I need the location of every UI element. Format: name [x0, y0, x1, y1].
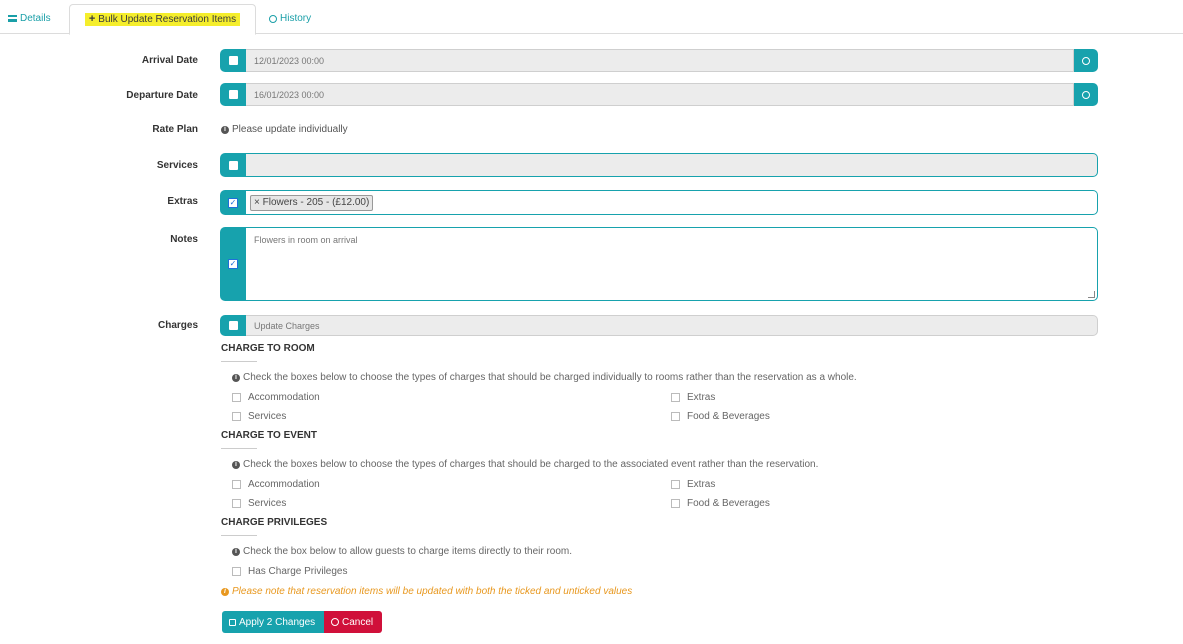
event-services-option[interactable]	[232, 498, 286, 509]
room-extras-option[interactable]	[671, 392, 715, 403]
warning-text: Please note that reservation items will be updated with both the ticked and unticked values	[232, 586, 633, 597]
services-label: Services	[156, 160, 198, 171]
notes-group	[220, 227, 1098, 301]
checkbox-icon	[229, 321, 238, 330]
charge-privileges-title: CHARGE PRIVILEGES	[221, 517, 328, 528]
extras-label: Extras	[167, 196, 198, 207]
tab-history-label: History	[280, 12, 312, 24]
notes-textarea[interactable]	[246, 227, 1098, 301]
tab-history[interactable]	[269, 5, 311, 32]
save-icon	[229, 619, 236, 626]
clock-icon	[1082, 57, 1090, 65]
checkbox-icon[interactable]	[232, 567, 241, 576]
divider	[221, 535, 257, 536]
checkbox-icon[interactable]	[671, 499, 680, 508]
departure-date-toggle[interactable]	[220, 83, 246, 106]
notes-toggle[interactable]	[220, 227, 246, 301]
arrival-date-label: Arrival Date	[141, 55, 198, 66]
event-extras-option[interactable]	[671, 479, 715, 490]
checkbox-icon[interactable]	[232, 412, 241, 421]
info-icon: i	[232, 461, 240, 469]
tab-bulk-update-label: Bulk Update Reservation Items	[98, 14, 237, 25]
cancel-label: Cancel	[342, 616, 374, 628]
rate-plan-note-text: Please update individually	[232, 124, 348, 135]
apply-changes-button[interactable]	[222, 611, 324, 633]
rate-plan-label: Rate Plan	[152, 124, 198, 135]
checkbox-icon[interactable]	[671, 393, 680, 402]
has-charge-privileges-option[interactable]	[232, 566, 348, 577]
checkbox-icon[interactable]	[671, 412, 680, 421]
option-label: Food & Beverages	[687, 411, 770, 422]
resize-handle-icon[interactable]	[1088, 291, 1095, 298]
charge-to-room-title: CHARGE TO ROOM	[221, 343, 315, 354]
charge-to-event-info-text: Check the boxes below to choose the types of charges that should be charged to the associated event rather than the reservation.	[243, 459, 819, 470]
notes-label: Notes	[170, 234, 198, 245]
option-label: Extras	[687, 479, 716, 490]
charges-toggle[interactable]	[220, 315, 246, 336]
info-icon: i	[221, 126, 229, 134]
apply-label: Apply 2 Changes	[239, 616, 316, 628]
clock-icon	[1082, 91, 1090, 99]
option-label: Accommodation	[248, 392, 320, 403]
checkbox-checked-icon: ✓	[229, 197, 237, 207]
notes-text: Flowers in room on arrival	[254, 235, 358, 245]
departure-date-picker-button[interactable]	[1074, 83, 1098, 106]
plus-icon: +	[88, 13, 96, 25]
divider	[221, 448, 257, 449]
room-services-option[interactable]	[232, 411, 286, 422]
charges-group	[220, 315, 1098, 336]
charge-to-event-info	[232, 459, 818, 470]
services-toggle[interactable]	[220, 153, 246, 177]
services-input[interactable]	[246, 153, 1098, 177]
checkbox-icon	[229, 90, 238, 99]
arrival-date-picker-button[interactable]	[1074, 49, 1098, 72]
cancel-button[interactable]	[324, 611, 382, 633]
tab-bulk-update[interactable]	[69, 4, 256, 35]
extras-group	[220, 190, 1098, 215]
extras-input[interactable]	[246, 190, 1098, 215]
option-label: Services	[248, 498, 287, 509]
departure-date-input[interactable]: 16/01/2023 00:00	[246, 83, 1074, 106]
event-food-beverages-option[interactable]	[671, 498, 770, 509]
charges-label: Charges	[157, 320, 198, 331]
warning-message	[221, 586, 632, 597]
checkbox-icon	[229, 161, 238, 170]
ban-icon	[331, 618, 339, 626]
charges-input[interactable]: Update Charges	[246, 315, 1098, 336]
info-icon: i	[221, 588, 229, 596]
charge-to-room-info	[232, 372, 857, 383]
info-icon: i	[232, 548, 240, 556]
option-label: Has Charge Privileges	[248, 566, 348, 577]
option-label: Food & Beverages	[687, 498, 770, 509]
rate-plan-note	[221, 124, 348, 135]
tab-details[interactable]	[8, 5, 51, 32]
checkbox-icon[interactable]	[232, 480, 241, 489]
tab-details-label: Details	[20, 12, 51, 24]
checkbox-checked-icon: ✓	[229, 259, 237, 268]
extras-tag[interactable]: × Flowers - 205 - (£12.00)	[250, 195, 373, 211]
option-label: Accommodation	[248, 479, 320, 490]
option-label: Services	[248, 411, 287, 422]
departure-date-group	[220, 83, 1098, 106]
list-icon	[8, 15, 17, 22]
departure-date-label: Departure Date	[126, 90, 198, 101]
info-icon: i	[232, 374, 240, 382]
charge-to-room-info-text: Check the boxes below to choose the types of charges that should be charged individually to rooms rather than the reservation as a whole.	[243, 372, 857, 383]
checkbox-icon[interactable]	[671, 480, 680, 489]
checkbox-icon[interactable]	[232, 499, 241, 508]
checkbox-icon	[229, 56, 238, 65]
room-food-beverages-option[interactable]	[671, 411, 770, 422]
extras-toggle[interactable]	[220, 190, 246, 215]
checkbox-icon[interactable]	[232, 393, 241, 402]
charge-privileges-info-text: Check the box below to allow guests to charge items directly to their room.	[243, 546, 573, 557]
tab-bar	[0, 0, 1183, 34]
arrival-date-group	[220, 49, 1098, 72]
charge-privileges-info	[232, 546, 572, 557]
services-group	[220, 153, 1098, 177]
charge-to-event-title: CHARGE TO EVENT	[221, 430, 317, 441]
clock-icon	[269, 15, 277, 23]
option-label: Extras	[687, 392, 716, 403]
room-accommodation-option[interactable]	[232, 392, 320, 403]
event-accommodation-option[interactable]	[232, 479, 320, 490]
arrival-date-toggle[interactable]	[220, 49, 246, 72]
divider	[221, 361, 257, 362]
arrival-date-input[interactable]: 12/01/2023 00:00	[246, 49, 1074, 72]
